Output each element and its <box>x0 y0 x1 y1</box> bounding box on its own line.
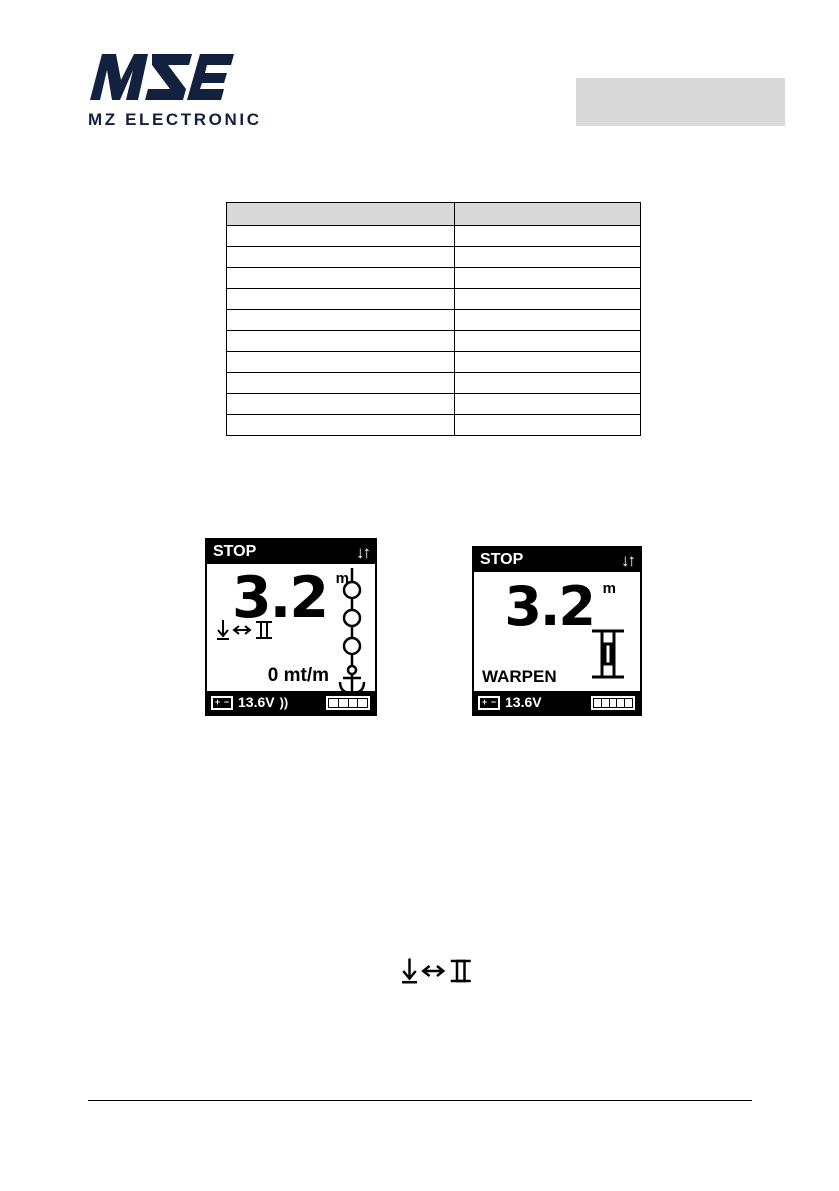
table-cell <box>227 310 455 331</box>
lcd-display-chain-mode <box>205 538 377 716</box>
footer-divider <box>88 1100 752 1101</box>
lcd-mode-label: WARPEN <box>482 667 557 686</box>
table-row <box>227 394 641 415</box>
capstan-icon <box>590 628 626 685</box>
table-cell <box>227 247 455 268</box>
table-cell <box>455 352 641 373</box>
lcd-display-warpen-mode <box>472 546 642 716</box>
table-cell <box>455 415 641 436</box>
battery-terminal-icon: + − <box>211 696 233 710</box>
battery-level-icon <box>591 696 635 710</box>
table-cell <box>227 352 455 373</box>
table-cell <box>227 226 455 247</box>
battery-level-icon <box>326 696 370 710</box>
anchor-windlass-symbol <box>215 618 275 646</box>
radio-signal-icon: )) <box>279 695 289 710</box>
down-up-arrows-icon: ↓↑ <box>621 551 634 570</box>
table-cell <box>455 310 641 331</box>
table-cell <box>455 394 641 415</box>
lcd-status-text: STOP <box>480 551 524 568</box>
table-cell <box>227 289 455 310</box>
lcd-bottom-bar <box>474 691 640 714</box>
table-row <box>227 415 641 436</box>
lcd-depth-unit: m <box>335 570 349 587</box>
lcd-main-area <box>207 564 375 691</box>
table-cell <box>455 247 641 268</box>
table-row <box>227 331 641 352</box>
table-cell <box>455 331 641 352</box>
table-cell <box>227 415 455 436</box>
table-cell <box>455 289 641 310</box>
table-cell <box>227 373 455 394</box>
down-up-arrows-icon: ↓↑ <box>356 543 369 562</box>
table-cell <box>227 331 455 352</box>
lcd-depth-value: 3.2 <box>504 575 594 638</box>
table-header-cell <box>455 203 641 226</box>
table-cell <box>455 268 641 289</box>
specification-table <box>226 202 641 436</box>
table-row <box>227 226 641 247</box>
table-row <box>227 268 641 289</box>
lcd-depth-unit: m <box>602 580 616 597</box>
table-row <box>227 373 641 394</box>
table-row <box>227 310 641 331</box>
header-gray-box <box>576 78 785 126</box>
lcd-status-bar <box>207 540 375 564</box>
lcd-status-bar <box>474 548 640 572</box>
lcd-depth-value: 3.2 <box>232 565 327 631</box>
anchor-windlass-symbol <box>398 956 476 990</box>
brand-logo <box>88 48 328 130</box>
battery-terminal-icon: + − <box>478 696 500 710</box>
logo-subtitle: MZ ELECTRONIC <box>88 110 262 129</box>
table-header-cell <box>227 203 455 226</box>
table-cell <box>455 226 641 247</box>
table-row <box>227 352 641 373</box>
chain-with-anchor-icon <box>335 568 369 689</box>
table-row <box>227 289 641 310</box>
table-row <box>227 247 641 268</box>
lcd-status-text: STOP <box>213 543 257 560</box>
table-body <box>227 226 641 436</box>
lcd-rate-value: 0 mt/m <box>267 665 329 686</box>
table-cell <box>227 268 455 289</box>
lcd-battery-voltage: 13.6V <box>238 694 275 710</box>
lcd-main-area <box>474 572 640 691</box>
table-cell <box>227 394 455 415</box>
lcd-battery-voltage: 13.6V <box>505 694 542 710</box>
table-cell <box>455 373 641 394</box>
table-header-row <box>227 203 641 226</box>
lcd-bottom-bar <box>207 691 375 714</box>
logo-mark-icon <box>88 48 328 104</box>
